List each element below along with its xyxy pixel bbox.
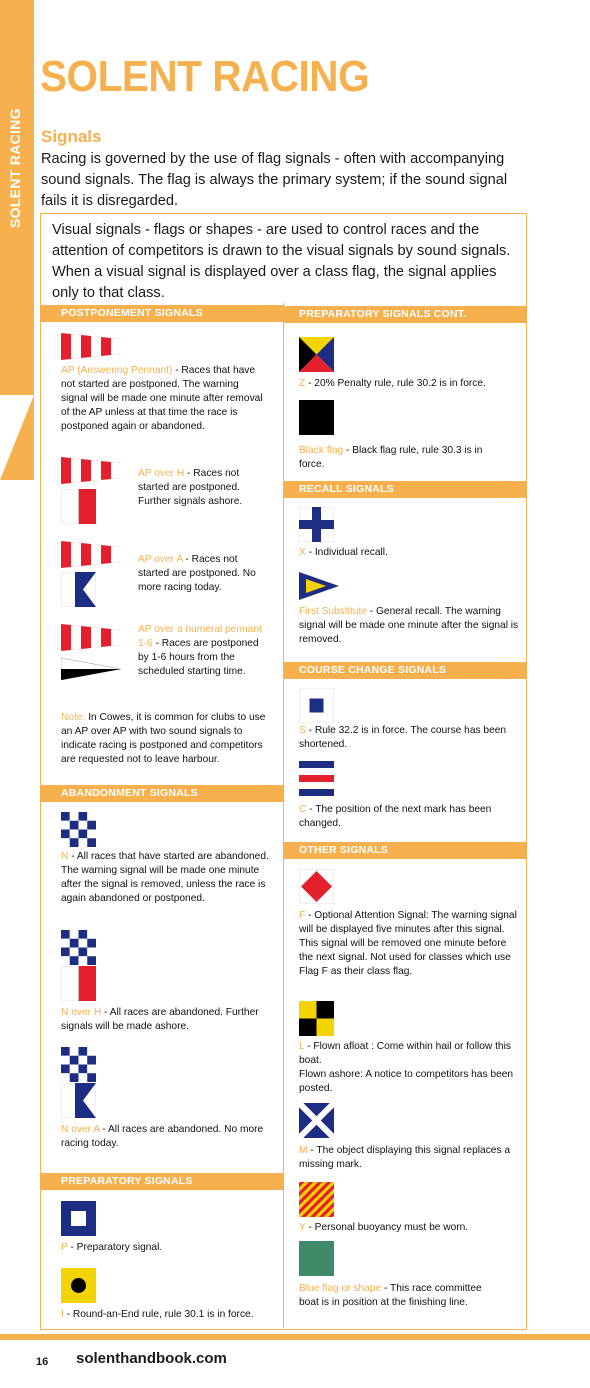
signals-box: [40, 213, 527, 1330]
ap-pennant-icon: [61, 541, 121, 568]
black-flag-icon: [299, 400, 334, 435]
p-flag-icon: [61, 1201, 96, 1236]
ap-pennant-icon: [61, 457, 121, 484]
m-flag-icon: [299, 1103, 334, 1138]
c-text: C - The position of the next mark has been changed.: [299, 804, 492, 829]
ap-pennant-icon: [61, 624, 121, 651]
numeral-pennant-icon: [61, 658, 121, 680]
box-intro: Visual signals - flags or shapes - are used to control races and the attention of competitors is drawn to the visual signals by sound signals. When a visual signal is displayed over a class flag, the signal applies only to that class.: [52, 222, 511, 301]
ap-a-text: AP over A - Races not started are postponed. No more racing today.: [138, 554, 256, 593]
l-flag-icon: [299, 1001, 334, 1036]
preparatory-header: PREPARATORY SIGNALS: [41, 1173, 283, 1190]
first-substitute-text: First Substitute - General recall. The warning signal will be made one minute after the signal is removed.: [299, 606, 519, 645]
a-flag-icon: [61, 572, 96, 607]
h-flag-icon: [61, 966, 96, 1001]
preparatory-cont-header: PREPARATORY SIGNALS CONT.: [284, 306, 526, 323]
intro-paragraph: Racing is governed by the use of flag signals - often with accompanying sound signals. The flag is always the primary system; if the sound signal fails it is disregarded.: [41, 151, 508, 209]
n-a-text: N over A - All races are abandoned. No more racing today.: [61, 1124, 264, 1149]
postponement-header: POSTPONEMENT SIGNALS: [41, 305, 283, 322]
x-text: X - Individual recall.: [299, 547, 388, 558]
page-number: 16: [36, 1356, 49, 1368]
i-text: I - Round-an-End rule, rule 30.1 is in force.: [61, 1309, 254, 1320]
h-flag-icon: [61, 489, 96, 524]
blue-flag-text: Blue flag or shape - This race committee boat is in position at the finishing line.: [299, 1283, 482, 1308]
y-flag-icon: [299, 1182, 334, 1217]
n-flag-icon: [61, 812, 96, 847]
abandonment-header: ABANDONMENT SIGNALS: [41, 785, 283, 802]
f-text: F - Optional Attention Signal: The warning signal will be displayed five minutes after this signal. This signal will be removed one minute before the next signal. Not used for classes which use Flag F as their class flag.: [299, 910, 517, 977]
site-link[interactable]: solenthandbook.com: [76, 1350, 227, 1367]
x-flag-icon: [299, 507, 334, 542]
a-flag-icon: [61, 1083, 96, 1118]
sidebar-band: [0, 0, 34, 480]
page-title: SOLENT RACING: [40, 52, 370, 101]
c-flag-icon: [299, 761, 334, 796]
other-header: OTHER SIGNALS: [284, 842, 526, 859]
p-text: P - Preparatory signal.: [61, 1242, 163, 1253]
section-heading: Signals: [41, 127, 102, 146]
i-flag-icon: [61, 1268, 96, 1303]
ap-pennant-icon: [61, 333, 121, 360]
column-divider: [283, 303, 284, 1328]
blue-flag-icon: [299, 1241, 334, 1276]
ap-text: AP (Answering Pennant) - Races that have not started are postponed. The warning signal will be made one minute after removal of the AP unless at that time the race is postponed again or abandoned.: [61, 365, 263, 432]
sidebar-notch: [0, 395, 34, 480]
recall-header: RECALL SIGNALS: [284, 481, 526, 498]
l-text: L - Flown afloat : Come within hail or follow this boat. Flown ashore: A notice to competitors has been posted.: [299, 1041, 514, 1094]
ap-numeral-text: AP over a numeral pennant 1-6 - Races are postponed by 1-6 hours from the scheduled starting time.: [138, 624, 262, 677]
footer-rule: [0, 1334, 590, 1340]
m-text: M - The object displaying this signal replaces a missing mark.: [299, 1145, 511, 1170]
n-flag-icon: [61, 930, 96, 965]
z-flag-icon: [299, 337, 334, 372]
s-flag-icon: [299, 688, 334, 723]
y-text: Y - Personal buoyancy must be worn.: [299, 1222, 469, 1233]
z-text: Z - 20% Penalty rule, rule 30.2 is in force.: [299, 378, 486, 389]
course-change-header: COURSE CHANGE SIGNALS: [284, 662, 526, 679]
n-text: N - All races that have started are abandoned. The warning signal will be made one minute after the signal is removed, unless the race is again abandoned or postponed.: [61, 851, 269, 904]
ap-h-text: AP over H - Races not started are postponed. Further signals ashore.: [138, 468, 243, 507]
note-text: Note: In Cowes, it is common for clubs to use an AP over AP with two sound signals to indicate racing is postponed and competitors are requested not to leave harbour.: [61, 712, 266, 765]
f-flag-icon: [299, 869, 334, 904]
s-text: S - Rule 32.2 is in force. The course has been shortened.: [299, 725, 507, 750]
n-h-text: N over H - All races are abandoned. Further signals will be made ashore.: [61, 1007, 259, 1032]
n-flag-icon: [61, 1047, 96, 1082]
black-flag-text: Black flag - Black flag rule, rule 30.3 is in force.: [299, 445, 483, 470]
first-substitute-icon: [299, 572, 339, 600]
